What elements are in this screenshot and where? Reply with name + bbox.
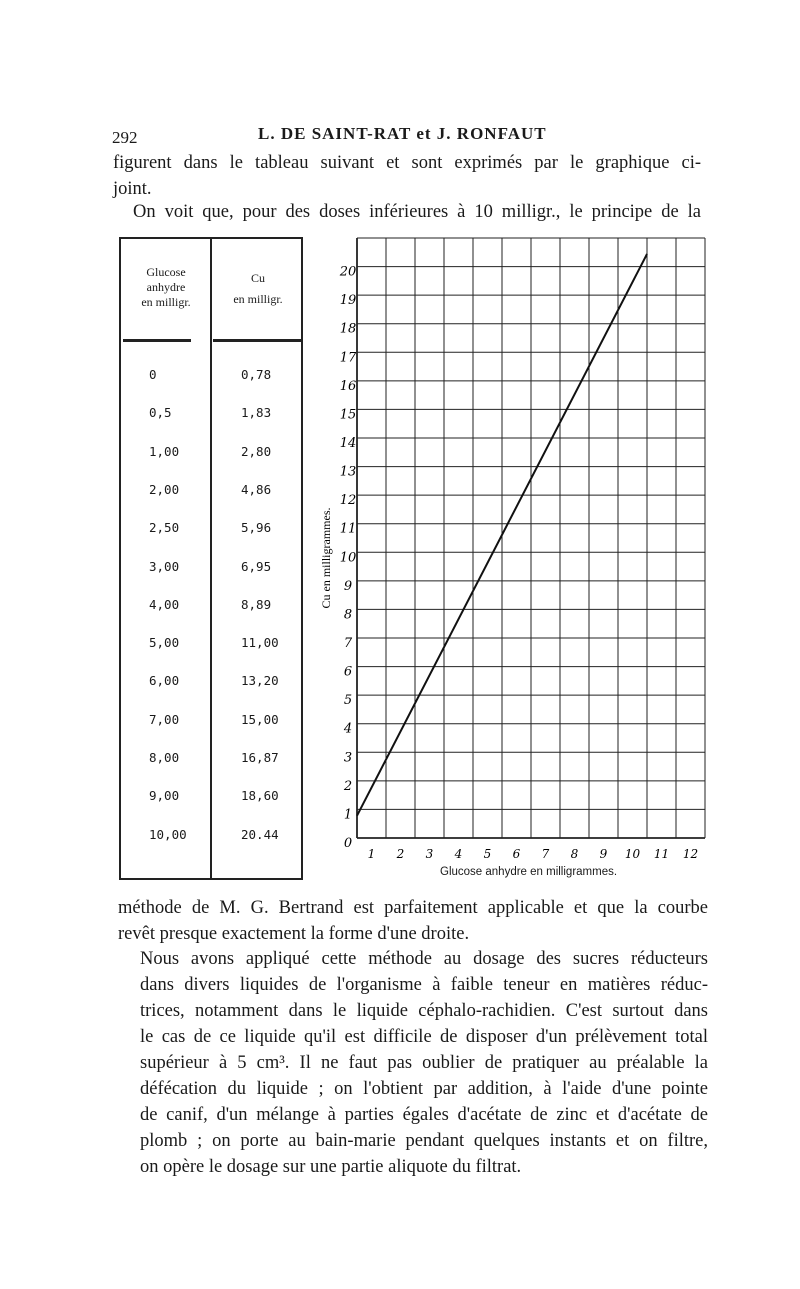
text-line: revêt presque exactement la forme d'une droite.: [118, 924, 470, 944]
y-tick-label: 7: [343, 636, 353, 651]
y-tick-label: 19: [339, 293, 357, 309]
x-tick-label: 6: [512, 847, 521, 861]
y-tick-label: 12: [339, 493, 357, 509]
text-line: On voit que, pour des doses inférieures à 10 milligr., le principe de la: [133, 202, 701, 222]
y-tick-label: 17: [339, 350, 357, 366]
running-head: L. DE SAINT-RAT et J. RONFAUT: [258, 124, 547, 143]
cell-glucose: 9,00: [149, 788, 180, 804]
cell-glucose: 7,00: [149, 711, 180, 727]
header-rule: [123, 339, 191, 342]
y-tick-label: 6: [343, 664, 353, 680]
cell-glucose: 1,00: [149, 443, 180, 459]
paragraph-application: [118, 946, 708, 1180]
text-line: joint.: [113, 179, 152, 199]
cell-glucose: 8,00: [149, 750, 180, 765]
cell-glucose: 2,50: [149, 520, 180, 536]
x-tick-label: 9: [599, 847, 608, 861]
header-rule: [213, 339, 301, 342]
text-line: Nous avons appliqué cette méthode au dosage des sucres réducteurs: [140, 949, 708, 969]
cell-cu: 2,80: [241, 443, 272, 459]
cell-glucose: 5,00: [149, 635, 180, 651]
x-tick-label: 10: [624, 847, 641, 861]
text-line: trices, notamment dans le liquide céphalo-rachidien. C'est surtout dans: [140, 1001, 708, 1021]
paragraph-method: [113, 199, 701, 225]
cell-glucose: 3,00: [149, 558, 180, 574]
data-table: [119, 237, 303, 880]
header-text: anhydre: [146, 280, 186, 294]
text-line: plomb ; on porte au bain-marie pendant quelques instants et on filtre,: [140, 1131, 708, 1151]
cell-glucose: 0: [149, 367, 157, 382]
header-text: en milligr.: [141, 295, 191, 309]
y-tick-label: 15: [339, 407, 357, 423]
x-tick-label: 8: [570, 847, 579, 861]
x-tick-label: 12: [682, 847, 699, 861]
cell-cu: 15,00: [241, 711, 279, 727]
y-tick-label: 3: [343, 750, 353, 766]
text-line: on opère le dosage sur une partie aliquote du filtrat.: [140, 1157, 522, 1177]
y-tick-label: 0: [343, 836, 353, 851]
y-tick-label: 20: [339, 264, 357, 280]
cell-glucose: 10,00: [149, 826, 187, 842]
y-tick-label: 1: [343, 807, 353, 823]
cell-cu: 18,60: [241, 788, 279, 804]
x-tick-label: 4: [454, 847, 463, 861]
y-tick-label: 11: [339, 521, 357, 537]
cell-glucose: 4,00: [149, 596, 180, 612]
y-tick-label: 9: [343, 578, 353, 594]
y-tick-label: 5: [343, 693, 353, 709]
y-tick-label: 8: [343, 607, 353, 623]
x-tick-label: 2: [396, 847, 405, 861]
x-tick-label: 3: [425, 847, 434, 861]
text-line: méthode de M. G. Bertrand est parfaitement applicable et que la courbe: [118, 898, 708, 918]
cell-glucose: 0,5: [149, 405, 172, 421]
page-number: 292: [112, 128, 138, 147]
calibration-chart: [300, 225, 720, 861]
y-tick-label: 14: [339, 436, 357, 451]
cell-cu: 8,89: [241, 596, 272, 612]
text-line: supérieur à 5 cm³. Il ne faut pas oublier de pratiquer au préalable la: [140, 1053, 708, 1073]
x-tick-label: 11: [653, 847, 670, 861]
paragraph-conclusion: [118, 895, 708, 947]
y-tick-label: 16: [339, 378, 357, 394]
cell-cu: 6,95: [241, 558, 272, 574]
x-tick-label: 1: [367, 847, 376, 861]
y-tick-label: 10: [339, 550, 357, 566]
y-axis-label: Cu en milligrammes.: [319, 507, 333, 609]
header-glucose: [123, 265, 209, 310]
header-text: Cu: [250, 271, 265, 285]
cell-cu: 1,83: [241, 405, 272, 421]
cell-cu: 13,20: [241, 673, 279, 689]
text-line: figurent dans le tableau suivant et sont exprimés par le graphique ci-: [113, 153, 701, 173]
header-cu: [213, 271, 303, 307]
x-axis-label: Glucose anhydre en milligrammes.: [440, 866, 618, 878]
y-tick-label: 4: [343, 721, 353, 737]
cell-glucose: 6,00: [149, 673, 180, 689]
text-line: dans divers liquides de l'organisme à faible teneur en matières réduc-: [140, 975, 708, 995]
text-line: le cas de ce liquide qu'il est difficile de disposer d'un prélèvement total: [140, 1027, 708, 1047]
column-rule: [210, 239, 212, 878]
cell-cu: 4,86: [241, 481, 272, 497]
cell-cu: 16,87: [241, 750, 279, 765]
y-tick-label: 2: [343, 778, 353, 794]
paragraph-intro: [113, 150, 701, 202]
y-tick-label: 13: [339, 464, 357, 480]
cell-glucose: 2,00: [149, 481, 180, 497]
cell-cu: 0,78: [241, 367, 272, 382]
cell-cu: 5,96: [241, 520, 272, 536]
header-text: en milligr.: [233, 292, 283, 306]
x-tick-label: 7: [541, 847, 550, 861]
text-line: de canif, d'un mélange à parties égales d'acétate de zinc et d'acétate de: [140, 1105, 708, 1125]
y-tick-label: 18: [339, 321, 357, 337]
cell-cu: 20.44: [241, 826, 279, 842]
header-text: Glucose: [146, 265, 186, 279]
text-line: défécation du liquide ; on l'obtient par addition, à l'aide d'une pointe: [140, 1079, 708, 1099]
cell-cu: 11,00: [241, 635, 279, 651]
x-tick-label: 5: [483, 847, 492, 861]
